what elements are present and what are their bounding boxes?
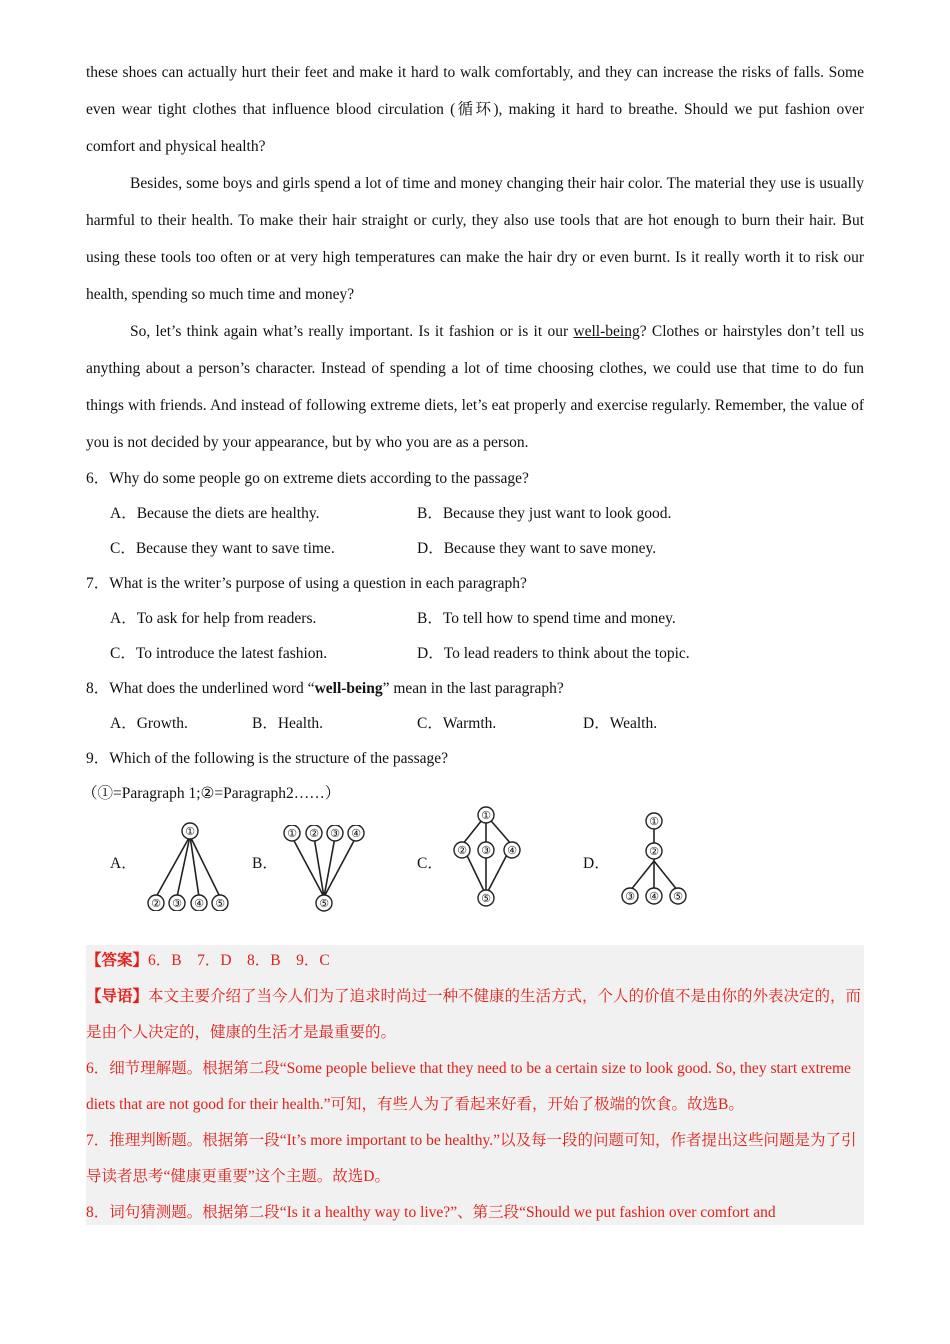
q9-option-d-label: D． — [583, 855, 610, 872]
q8-stem-bold: well-being — [314, 680, 383, 697]
paragraph-5-after: ? Clothes or hairstyles don’t tell us anything about a person’s character. Instead of spending a lot of time choosing clothes, we could use that time to do fun things with friends. And instead of following extreme diets, let’s eat properly and exercise regularly. Remember, the value of you is not decided by your appearance, but by who you are as a person. — [86, 323, 865, 451]
node-c5: ⑤ — [481, 892, 491, 905]
node-c2: ② — [457, 844, 467, 857]
node-d3: ③ — [625, 890, 635, 903]
q6-option-d: D．Because they want to save money. — [417, 540, 657, 557]
node-b4: ④ — [351, 827, 361, 840]
q7-option-c: C．To introduce the latest fashion. — [110, 645, 328, 662]
node-d5: ⑤ — [673, 890, 683, 903]
passage-area — [82, 54, 865, 951]
answer-tag: 【答案】 — [86, 952, 149, 969]
node-b1: ① — [287, 827, 297, 840]
guide-tag: 【导语】 — [86, 988, 149, 1005]
structure-diagrams — [86, 811, 864, 951]
paragraph-5 — [86, 313, 864, 461]
node-d1: ① — [649, 815, 659, 828]
diagram-a — [142, 821, 242, 911]
paragraph-continued: these shoes can actually hurt their feet and make it hard to walk comfortably, and they can increase the risks of falls. Some even wear tight clothes that influence blood circulation (循环), making it hard to breathe. Should we put fashion over comfort and physical health? — [86, 64, 864, 155]
question-9-stem: 9．Which of the following is the structure of the passage? — [86, 750, 448, 767]
node-d4: ④ — [649, 890, 659, 903]
q8-stem-after: ” mean in the last paragraph? — [382, 680, 564, 697]
diagram-c — [452, 805, 532, 909]
question-8-stem — [86, 671, 864, 706]
node-a4: ④ — [194, 897, 204, 910]
node-b5: ⑤ — [319, 897, 329, 910]
node-a2: ② — [151, 897, 161, 910]
guide-paragraph — [86, 979, 864, 1051]
explanation-7: 7．推理判断题。根据第一段“It’s more important to be healthy.”以及每一段的问题可知，作者提出这些问题是为了引导读者思考“健康更重要”这个主题。故选D。 — [86, 1132, 857, 1185]
q6-option-c: C．Because they want to save time. — [110, 540, 335, 557]
explanation-6: 6．细节理解题。根据第二段“Some people believe that they need to be a certain size to look good. So, they start extreme diets that are not good for their health.”可知，有些人为了看起来好看，开始了极端的饮食。故选B。 — [86, 1060, 851, 1113]
q7-option-a: A．To ask for help from readers. — [110, 610, 317, 627]
node-b3: ③ — [330, 827, 340, 840]
question-7-stem: 7．What is the writer’s purpose of using a question in each paragraph? — [86, 575, 527, 592]
explanation-8: 8．词句猜测题。根据第二段“Is it a healthy way to live?”、第三段“Should we put fashion over comfort and — [86, 1204, 776, 1221]
q8-stem-before: 8．What does the underlined word “ — [86, 680, 315, 697]
node-a1: ① — [185, 825, 195, 838]
q9-option-b-label: B． — [252, 855, 278, 872]
paragraph-5-before: So, let’s think again what’s really important. Is it fashion or is it our — [130, 323, 574, 340]
answer-line — [86, 943, 330, 979]
q8-option-b: B．Health. — [252, 715, 324, 732]
paragraph-4: Besides, some boys and girls spend a lot of time and money changing their hair color. The material they use is usually harmful to their health. To make their hair straight or curly, they also use tools that are hot enough to burn their hair. But using these tools too often or at very high temperatures can make the hair dry or even burnt. Is it really worth it to risk our health, spending so much time and money? — [86, 175, 864, 303]
underlined-word: well-being — [573, 323, 640, 340]
q8-option-d: D．Wealth. — [583, 715, 658, 732]
q9-option-a-label: A． — [110, 855, 137, 872]
answer-values: 6．B 7．D 8．B 9．C — [148, 952, 330, 969]
node-c4: ④ — [507, 844, 517, 857]
question-7-options-row2 — [86, 636, 864, 671]
q9-option-c-label: C． — [417, 855, 443, 872]
question-6-options-row1 — [86, 496, 864, 531]
q6-option-b: B．Because they just want to look good. — [417, 505, 672, 522]
answer-section — [86, 945, 864, 1225]
node-a5: ⑤ — [215, 897, 225, 910]
diagram-d — [620, 811, 700, 911]
guide-text: 本文主要介绍了当今人们为了追求时尚过一种不健康的生活方式，个人的价值不是由你的外表决定的，而是由个人决定的，健康的生活才是最重要的。 — [86, 988, 862, 1041]
q7-option-b: B．To tell how to spend time and money. — [417, 610, 676, 627]
node-b2: ② — [309, 827, 319, 840]
diagram-b — [282, 825, 372, 915]
question-6-options-row2 — [86, 531, 864, 566]
node-a3: ③ — [172, 897, 182, 910]
q8-option-c: C．Warmth. — [417, 715, 497, 732]
node-c3: ③ — [481, 844, 491, 857]
q8-option-a: A．Growth. — [110, 715, 188, 732]
question-6-stem: 6．Why do some people go on extreme diets according to the passage? — [86, 470, 529, 487]
node-c1: ① — [481, 809, 491, 822]
question-9-note: （①=Paragraph 1;②=Paragraph2……） — [82, 785, 341, 802]
question-7-options-row1 — [86, 601, 864, 636]
q7-option-d: D．To lead readers to think about the topic. — [417, 645, 690, 662]
question-8-options — [86, 706, 864, 741]
q6-option-a: A．Because the diets are healthy. — [110, 505, 320, 522]
node-d2: ② — [649, 845, 659, 858]
